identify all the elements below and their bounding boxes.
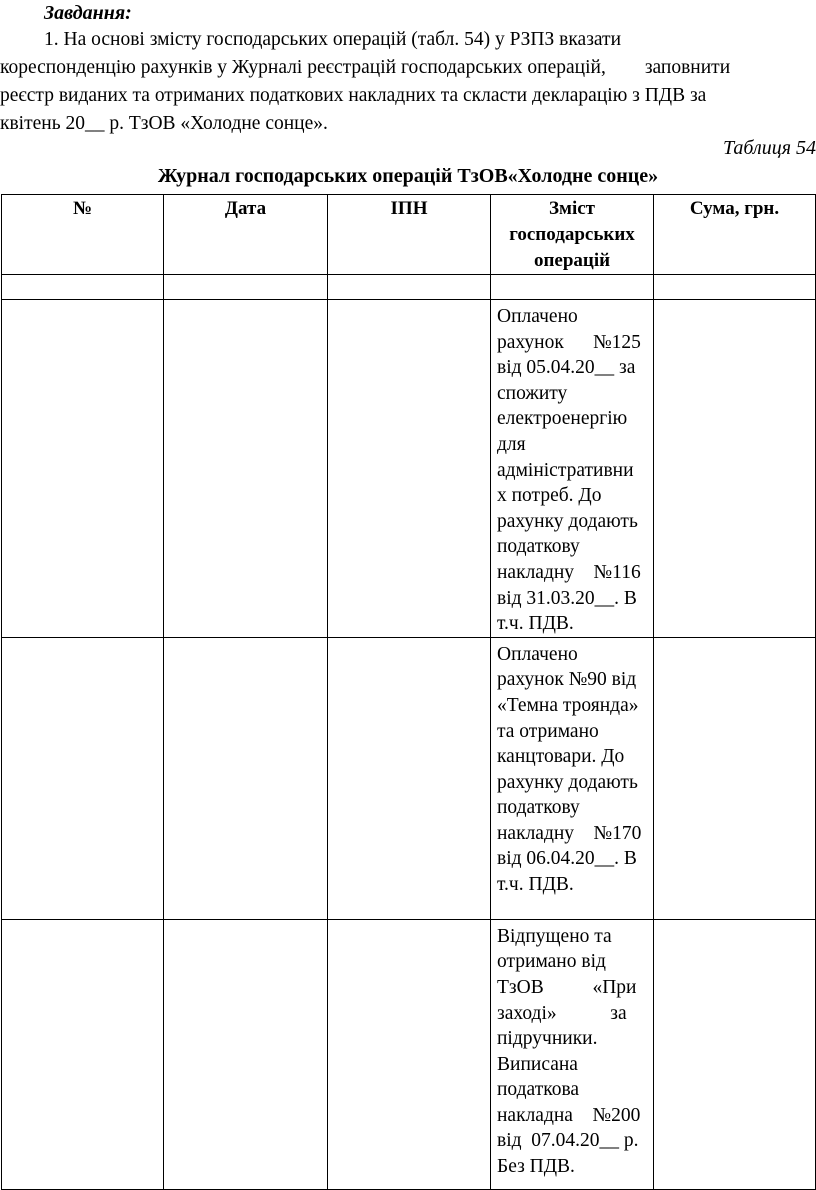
description-line: адміністративни: [497, 459, 634, 481]
table-row: [2, 637, 816, 919]
paragraph-line: кореспонденцію рахунків у Журналі реєстрацій господарських операцій, заповнити: [0, 57, 731, 78]
description-line: від 31.03.20__. В: [497, 587, 637, 609]
cell-ipn[interactable]: [328, 637, 491, 919]
description-line: від 06.04.20__. В: [497, 848, 637, 870]
description-line: Оплачено: [497, 306, 578, 327]
cell-ipn[interactable]: [328, 275, 491, 300]
description-line: електроенергію: [497, 408, 628, 430]
description-line: х потреб. До: [497, 485, 602, 507]
description-line: накладну №170: [497, 822, 642, 844]
description-line: та отримано: [497, 720, 599, 742]
cell-content: [491, 275, 654, 300]
description-line: заході» за: [497, 1002, 627, 1024]
description-line: від 07.04.20__ р.: [497, 1130, 639, 1152]
task-paragraph: [0, 26, 816, 138]
description-line: від 05.04.20__ за: [497, 357, 636, 379]
description-line: канцтовари. До: [497, 746, 625, 768]
header-date: Дата: [164, 195, 328, 275]
description-line: накладну №116: [497, 561, 641, 583]
paragraph-line: квітень 20__ р. ТзОВ «Холодне сонце».: [0, 113, 328, 134]
description-line: підручники.: [497, 1028, 598, 1050]
description-line: податкова: [497, 1079, 580, 1101]
description-line: отримано від: [497, 951, 606, 973]
description-line: Відпущено та: [497, 925, 612, 947]
header-content: [491, 195, 654, 275]
cell-amount[interactable]: [654, 275, 816, 300]
cell-content: [491, 300, 654, 638]
description-line: Оплачено: [497, 643, 578, 665]
description-line: Без ПДВ.: [497, 1156, 575, 1178]
cell-date[interactable]: [164, 919, 328, 1189]
header-amount: Сума, грн.: [654, 195, 816, 275]
description-line: рахунок №90 від: [497, 669, 637, 691]
description-line: «Темна троянда»: [497, 694, 639, 716]
task-title: Завдання:: [44, 2, 132, 24]
cell-content: [491, 637, 654, 919]
cell-date[interactable]: [164, 637, 328, 919]
description-line: податкову: [497, 536, 580, 558]
operation-description: [491, 920, 653, 1180]
header-number: №: [2, 195, 164, 275]
cell-amount[interactable]: [654, 637, 816, 919]
description-line: т.ч. ПДВ.: [497, 613, 574, 635]
description-line: Виписана: [497, 1053, 578, 1075]
header-content-line: Зміст: [548, 198, 595, 219]
cell-number[interactable]: [2, 275, 164, 300]
description-line: для: [497, 433, 526, 455]
description-line: рахунку додають: [497, 510, 638, 532]
operation-description: [491, 300, 653, 637]
table-title: Журнал господарських операцій ТзОВ«Холодне сонце»: [157, 165, 659, 187]
operations-journal-table: [1, 194, 816, 1190]
paragraph-line: реєстр виданих та отриманих податкових накладних та скласти декларацію з ПДВ за: [0, 85, 707, 106]
table-row: [2, 275, 816, 300]
cell-date[interactable]: [164, 300, 328, 638]
cell-amount[interactable]: [654, 300, 816, 638]
paragraph-line: 1. На основі змісту господарських операцій (табл. 54) у РЗПЗ вказати: [44, 29, 622, 50]
description-line: накладна №200: [497, 1104, 641, 1126]
description-line: податкову: [497, 797, 580, 819]
operation-description: [491, 638, 653, 898]
description-line: рахунку додають: [497, 771, 638, 793]
cell-amount[interactable]: [654, 919, 816, 1189]
table-header-row: [2, 195, 816, 275]
table-caption: Таблиця 54: [723, 137, 816, 159]
cell-number[interactable]: [2, 637, 164, 919]
cell-number[interactable]: [2, 919, 164, 1189]
header-content-line: операцій: [533, 250, 611, 271]
description-line: рахунок №125: [497, 331, 641, 353]
cell-ipn[interactable]: [328, 919, 491, 1189]
table-row: [2, 300, 816, 638]
description-line: спожиту: [497, 382, 568, 404]
cell-content: [491, 919, 654, 1189]
description-line: ТзОВ «При: [497, 976, 637, 998]
header-content-line: господарських: [509, 224, 635, 245]
cell-number[interactable]: [2, 300, 164, 638]
cell-date[interactable]: [164, 275, 328, 300]
cell-ipn[interactable]: [328, 300, 491, 638]
description-line: т.ч. ПДВ.: [497, 874, 574, 896]
header-ipn: ІПН: [328, 195, 491, 275]
table-row: [2, 919, 816, 1189]
